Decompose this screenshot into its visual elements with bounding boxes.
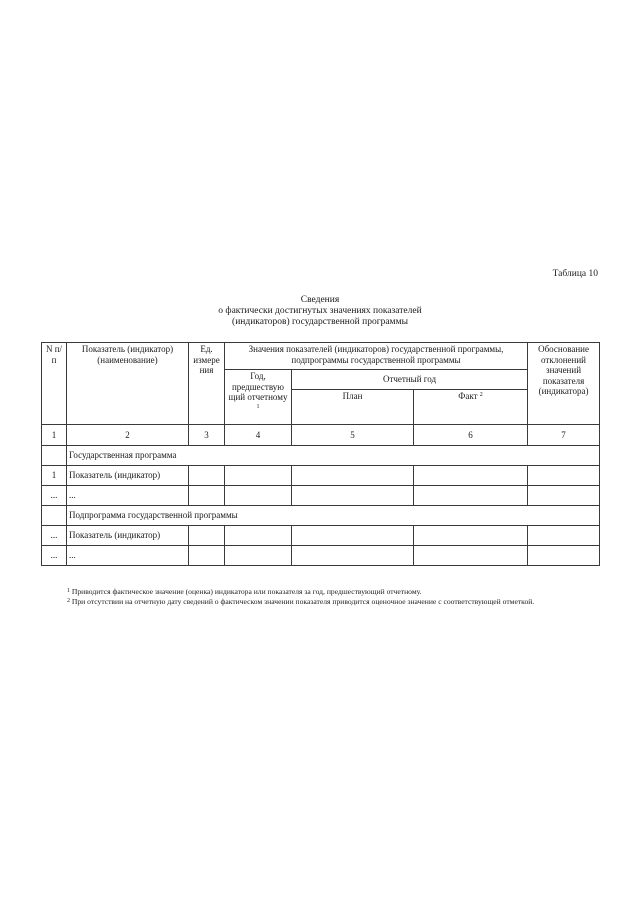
cell-empty [189,486,225,506]
section-row-subprogram [42,506,600,526]
column-number: 3 [189,425,225,446]
cell-empty [292,486,414,506]
cell-empty [189,466,225,486]
column-number: 7 [528,425,600,446]
header-values: Значения показателей (индикаторов) государственной программы, подпрограммы государственной программы [225,343,528,370]
footnotes [41,587,601,607]
row-indicator: ... [67,546,189,566]
row-indicator: ... [67,486,189,506]
header-justification: Обоснование отклонений значений показателя (индикатора) [528,343,600,425]
cell-empty [528,526,600,546]
header-plan: План [292,390,414,425]
header-fact: Факт $^2$ [414,390,528,425]
header-n: N п/п [42,343,67,425]
table-row [42,486,600,506]
cell-empty [528,486,600,506]
footnote-mark: 1 [67,588,70,594]
header-row-1 [42,343,600,370]
indicators-table [41,342,600,566]
section-subprogram-label: Подпрограмма государственной программы [67,506,600,526]
cell-empty [225,526,292,546]
cell-empty [189,526,225,546]
footnote-ref-1: 1 [256,403,260,410]
section-row-program [42,446,600,466]
table-number-label: Таблица 10 [552,269,598,279]
column-number: 4 [225,425,292,446]
table-row [42,466,600,486]
heading-line-2: о фактически достигнутых значениях показателей [218,306,422,316]
row-indicator: Показатель (индикатор) [67,526,189,546]
cell-empty [292,466,414,486]
section-num-cell [42,506,67,526]
header-indicator: Показатель (индикатор) (наименование) [67,343,189,425]
cell-empty [292,526,414,546]
footnote-1: $^1$ Приводится фактическое значение (оценка) индикатора или показателя за год, предшествующий отчетному. [67,587,422,596]
table-row [42,546,600,566]
cell-empty [414,466,528,486]
row-number: ... [42,486,67,506]
section-program-label: Государственная программа [67,446,600,466]
document-heading [0,295,640,328]
row-number: ... [42,526,67,546]
cell-empty [414,486,528,506]
column-number: 5 [292,425,414,446]
footnote-ref-2: 2 [479,392,483,398]
cell-empty [225,486,292,506]
cell-empty [528,466,600,486]
heading-line-3: (индикаторов) государственной программы [232,317,408,327]
cell-empty [528,546,600,566]
header-prev-year: Год, предшествую щий отчетному $^1$ [225,370,292,425]
footnote-mark: 2 [67,598,70,604]
column-number: 1 [42,425,67,446]
header-report-year: Отчетный год [292,370,528,390]
header-unit: Ед. измере ния [189,343,225,425]
row-indicator: Показатель (индикатор) [67,466,189,486]
cell-empty [189,546,225,566]
column-number: 2 [67,425,189,446]
cell-empty [292,546,414,566]
cell-empty [414,546,528,566]
cell-empty [225,466,292,486]
table-row [42,526,600,546]
heading-title: Сведения [300,295,340,305]
column-numbers-row [42,425,600,446]
row-number: 1 [42,466,67,486]
footnote-2: $^2$ При отсутствии на отчетную дату сведений о фактическом значении показателя приводится оценочное значение с соответствующей отметкой. [67,597,535,606]
section-num-cell [42,446,67,466]
column-number: 6 [414,425,528,446]
row-number: ... [42,546,67,566]
cell-empty [414,526,528,546]
cell-empty [225,546,292,566]
